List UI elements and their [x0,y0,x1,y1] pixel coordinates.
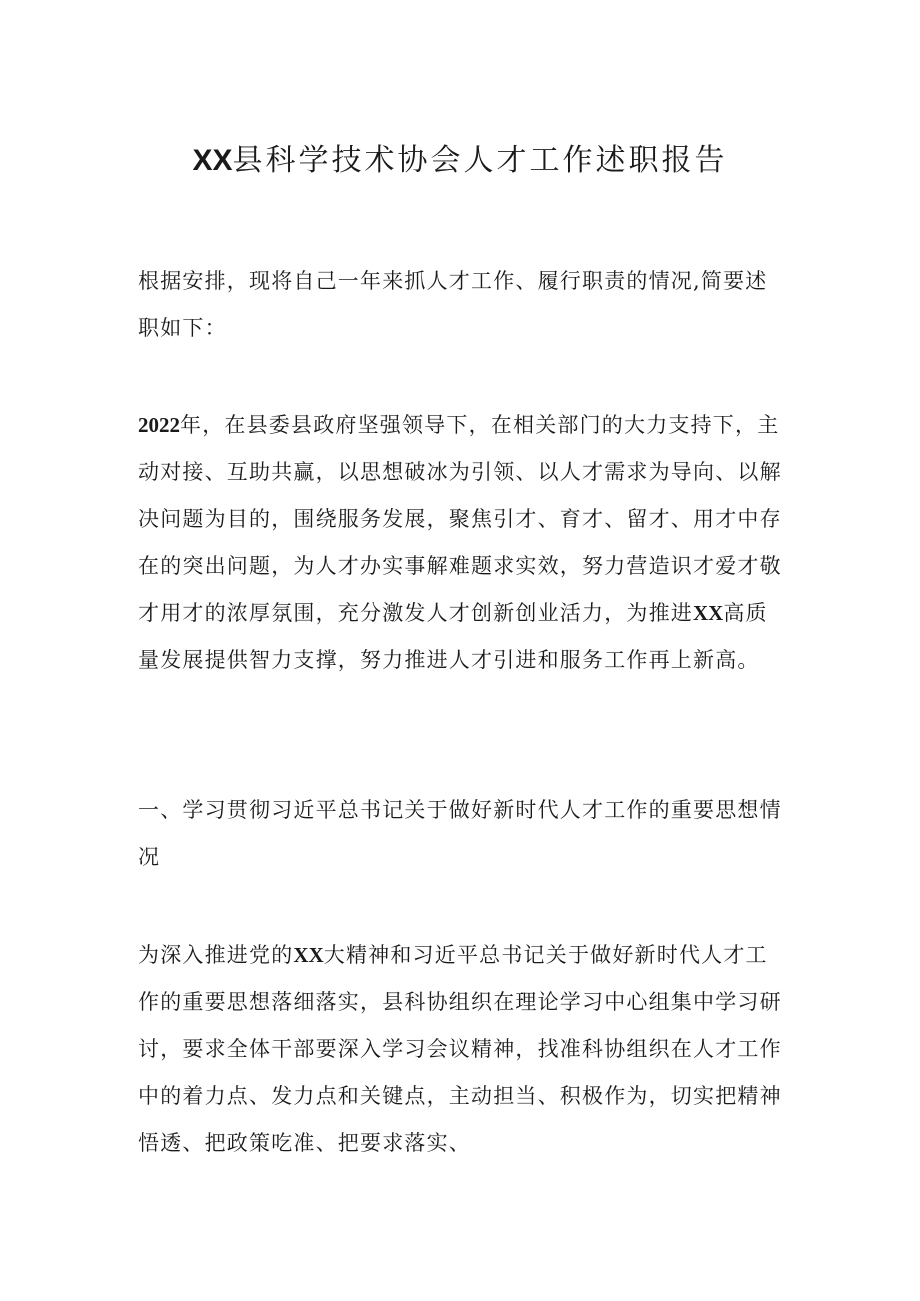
summary-text-part1: 年，在县委县政府坚强领导下，在相关部门的大力支持下，主动对接、互助共赢，以思想破冰为引领、以人才需求为导向、以解决问题为目的，围绕服务发展，聚焦引才、育才、留才、用才中存在的突出问题，为人才办实事解难题求实效，努力营造识才爱才敬才用才的浓厚氛围，充分激发人才创新创业活力，为推进 [138,413,782,625]
year-text: 2022 [138,413,180,437]
section-1-paragraph [138,932,788,1167]
title-text: 县科学技术协会人才工作述职报告 [232,143,728,178]
section-1-xx-text: XX [293,943,324,967]
summary-text-part2: 高质量发展提供智力支撑，努力推进人才引进和服务工作再上新高。 [138,601,768,672]
document-title [0,138,920,184]
summary-xx-text: XX [693,601,724,625]
summary-paragraph [138,402,788,684]
title-prefix: XX [192,144,233,177]
intro-paragraph: 根据安排，现将自己一年来抓人才工作、履行职责的情况,简要述职如下： [138,269,768,340]
section-1-text-part1: 为深入推进党的 [138,943,294,967]
section-1-text-part2: 大精神和习近平总书记关于做好新时代人才工作的重要思想落细落实，县科协组织在理论学习中心组集中学习研讨，要求全体干部要深入学习会议精神，找准科协组织在人才工作中的着力点、发力点和关键点，主动担当、积极作为，切实把精神悟透、把政策吃准、把要求落实、 [138,943,782,1155]
section-1-heading: 一、学习贯彻习近平总书记关于做好新时代人才工作的重要思想情况 [138,798,782,869]
